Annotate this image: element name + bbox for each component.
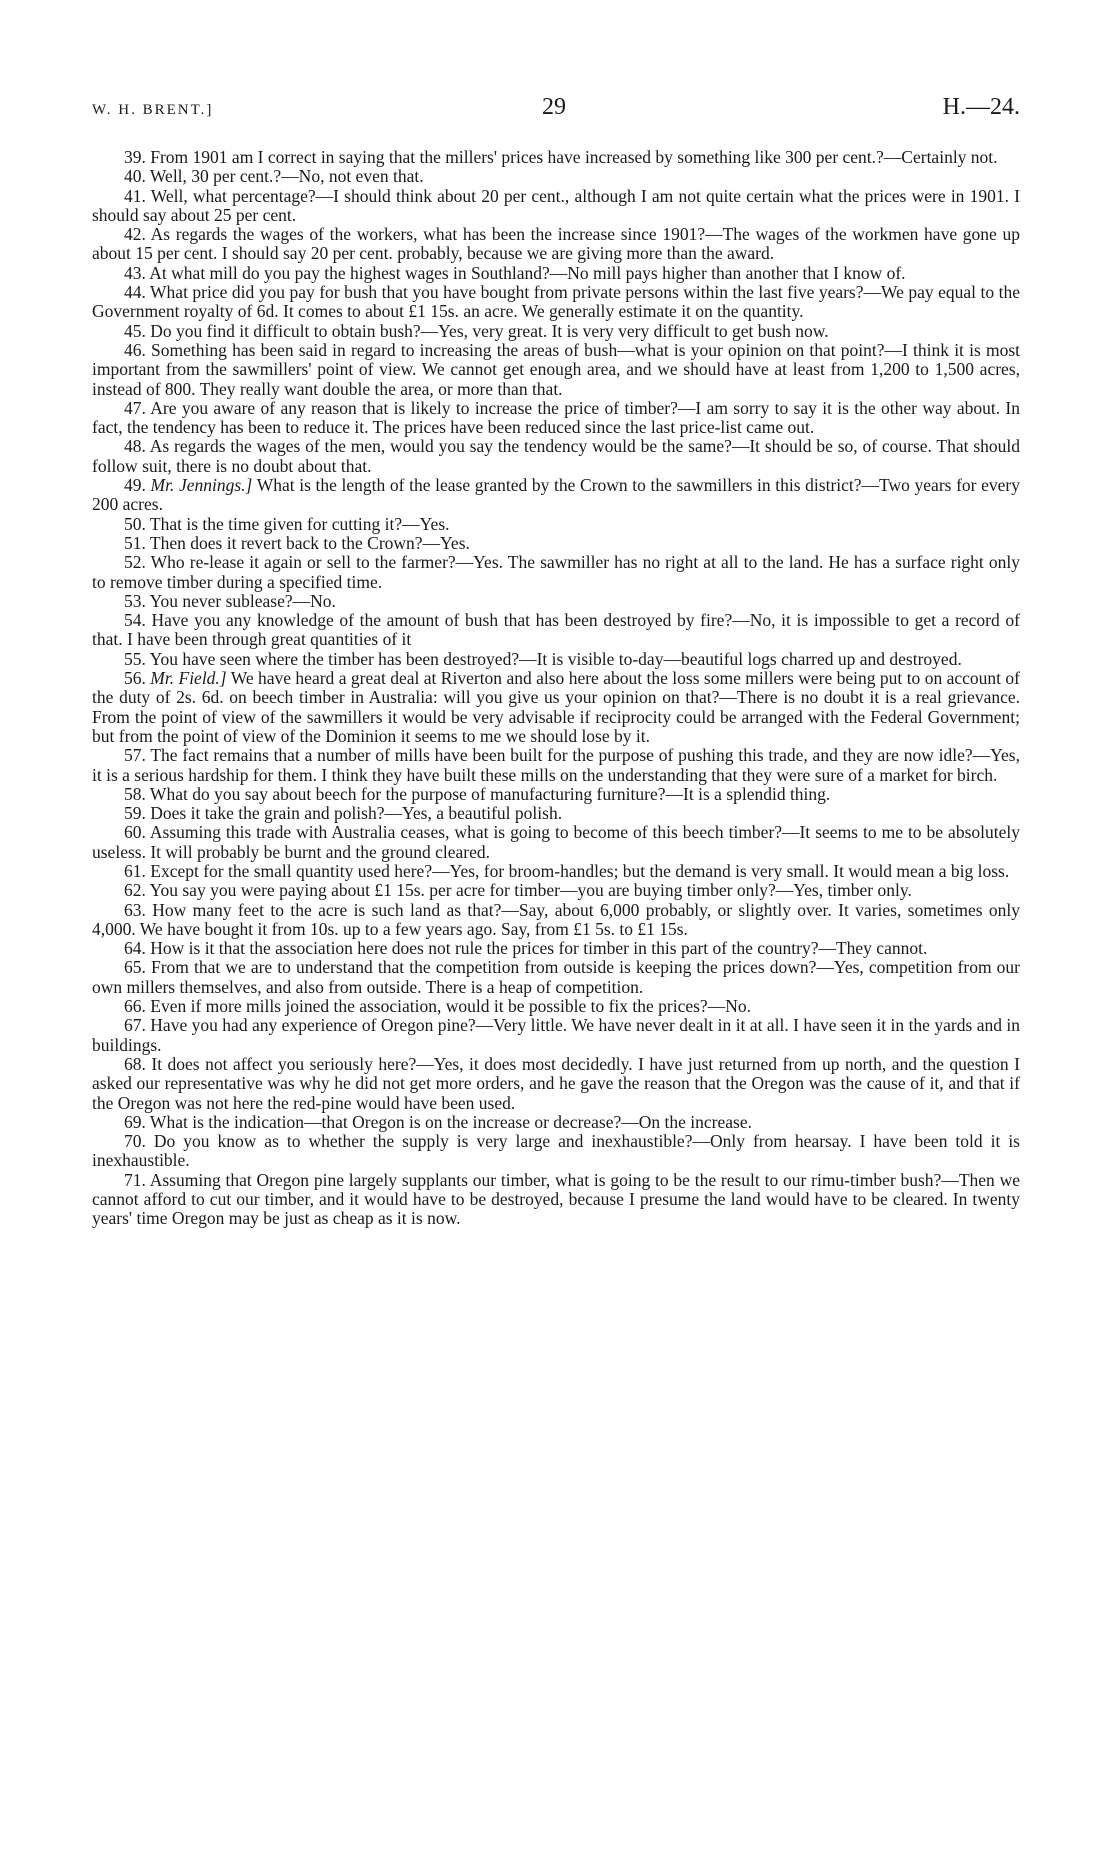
page-header (92, 92, 1020, 138)
paragraph-44: 44. What price did you pay for bush that you have bought from private persons within the last five years?—We pay equal to the Government royalty of 6d. It comes to about £1 15s. an acre. We generally estimate it on the quantity. (92, 282, 1020, 322)
paragraph-41: 41. Well, what percentage?—I should think about 20 per cent., although I am not quite certain what the prices were in 1901. I should say about 25 per cent. (92, 185, 1020, 225)
paragraph-68: 68. It does not affect you seriously here?—Yes, it does most decidedly. I have just returned from up north, and the question I asked our representative was why he did not get more orders, and he gave the reason that the Oregon was the cause of it, and that if the Oregon was not here the red-pine would have been used. (92, 1053, 1020, 1113)
paragraph-52: 52. Who re-lease it again or sell to the farmer?—Yes. The sawmiller has no right at all to the land. He has a surface right only to remove timber during a specified time. (92, 552, 1020, 592)
speaker-name: Mr. Field.] (150, 668, 227, 689)
paragraph-50: 50. That is the time given for cutting it?—Yes. (124, 513, 450, 534)
paragraph-40: 40. Well, 30 per cent.?—No, not even that. (124, 166, 424, 187)
paragraph-51: 51. Then does it revert back to the Crown?—Yes. (124, 532, 470, 553)
evidence-text (92, 148, 1020, 1229)
paragraph-49 (92, 476, 1020, 515)
paragraph-57: 57. The fact remains that a number of mills have been built for the purpose of pushing this trade, and they are now idle?—Yes, it is a serious hardship for them. I think they have built these mills on the understanding that they were sure of a market for birch. (92, 745, 1020, 785)
paragraph-45: 45. Do you find it difficult to obtain bush?—Yes, very great. It is very very difficult to get bush now. (124, 320, 829, 341)
paragraph-42: 42. As regards the wages of the workers, what has been the increase since 1901?—The wages of the workmen have gone up about 15 per cent. I should say 20 per cent. probably, because we are giving more than the award. (92, 224, 1020, 264)
paragraph-70: 70. Do you know as to whether the supply is very large and inexhaustible?—Only from hearsay. I have been told it is inexhaustible. (92, 1131, 1020, 1171)
question-number: 56. (124, 668, 146, 689)
paragraph-53: 53. You never sublease?—No. (124, 590, 336, 611)
paragraph-46: 46. Something has been said in regard to increasing the areas of bush—what is your opinion on that point?—I think it is most important from the sawmillers' point of view. We cannot get enough area, and we should have at least from 1,200 to 1,500 acres, instead of 800. They really want double the area, or more than that. (92, 339, 1020, 399)
paragraph-47: 47. Are you aware of any reason that is likely to increase the price of timber?—I am sorry to say it is the other way about. In fact, the tendency has been to reduce it. The prices have been reduced since the last price-list came out. (92, 397, 1020, 438)
paragraph-65: 65. From that we are to understand that the competition from outside is keeping the prices down?—Yes, competition from our own millers themselves, and also from outside. There is a heap of competition. (92, 957, 1020, 997)
paragraph-43: 43. At what mill do you pay the highest wages in Southland?—No mill pays higher than another that I know of. (124, 262, 906, 283)
speaker-name: Mr. Jennings.] (150, 475, 253, 496)
paragraph-body: What is the length of the lease granted by the Crown to the sawmillers in this district?—Two years for every 200 acres. (92, 475, 1021, 515)
paragraph-67: 67. Have you had any experience of Oregon pine?—Very little. We have never dealt in it at all. I have seen it in the yards and in buildings. (92, 1015, 1020, 1055)
document-page (92, 92, 1021, 1229)
paragraph-64: 64. How is it that the association here does not rule the prices for timber in this part of the country?—They cannot. (124, 938, 928, 959)
paragraph-66: 66. Even if more mills joined the association, would it be possible to fix the prices?—No. (124, 996, 751, 1017)
paragraph-60: 60. Assuming this trade with Australia ceases, what is going to become of this beech timber?—It seems to me to be absolutely useless. It will probably be burnt and the ground cleared. (92, 822, 1020, 862)
paragraph-55: 55. You have seen where the timber has been destroyed?—It is visible to-day—beautiful logs charred up and destroyed. (124, 648, 962, 669)
paragraph-59: 59. Does it take the grain and polish?—Yes, a beautiful polish. (124, 803, 563, 824)
paragraph-61: 61. Except for the small quantity used here?—Yes, for broom-handles; but the demand is very small. It would mean a big loss. (124, 860, 1010, 881)
paragraph-63: 63. How many feet to the acre is such land as that?—Say, about 6,000 probably, or slightly over. It varies, sometimes only 4,000. We have bought it from 10s. up to a few years ago. Say, from £1 5s. to £1 15s. (92, 899, 1020, 939)
document-reference: H.—24. (942, 94, 1020, 120)
paragraph-58: 58. What do you say about beech for the purpose of manufacturing furniture?—It is a splendid thing. (124, 783, 831, 804)
paragraph-56 (92, 669, 1020, 746)
paragraph-54: 54. Have you any knowledge of the amount of bush that has been destroyed by fire?—No, it is impossible to get a record of that. I have been through great quantities of it (92, 610, 1020, 650)
page-number: 29 (542, 94, 566, 120)
paragraph-69: 69. What is the indication—that Oregon is on the increase or decrease?—On the increase. (124, 1111, 752, 1132)
paragraph-71: 71. Assuming that Oregon pine largely supplants our timber, what is going to be the result to our rimu-timber bush?—Then we cannot afford to cut our timber, and it would have to be destroyed, because I presume the land would have to be cleared. In twenty years' time Oregon may be just as cheap as it is now. (92, 1169, 1020, 1229)
paragraph-39: 39. From 1901 am I correct in saying that the millers' prices have increased by something like 300 per cent.?—Certainly not. (124, 147, 998, 167)
paragraph-48: 48. As regards the wages of the men, would you say the tendency would be the same?—It should be so, of course. That should follow suit, there is no doubt about that. (92, 436, 1020, 476)
paragraph-body: We have heard a great deal at Riverton and also here about the loss some millers were being put to on account of the duty of 2s. 6d. on beech timber in Australia: will you give us your opinion on that?—There is no doubt it is a real grievance. From the point of view of the sawmillers it would be very advisable if reciprocity could be arranged with the Federal Government; but from the point of view of the Dominion it seems to me we should lose by it. (92, 668, 1020, 746)
header-witness-name: W. H. BRENT.] (92, 102, 214, 118)
paragraph-62: 62. You say you were paying about £1 15s. per acre for timber—you are buying timber only?—Yes, timber only. (124, 880, 912, 901)
question-number: 49. (124, 475, 146, 496)
